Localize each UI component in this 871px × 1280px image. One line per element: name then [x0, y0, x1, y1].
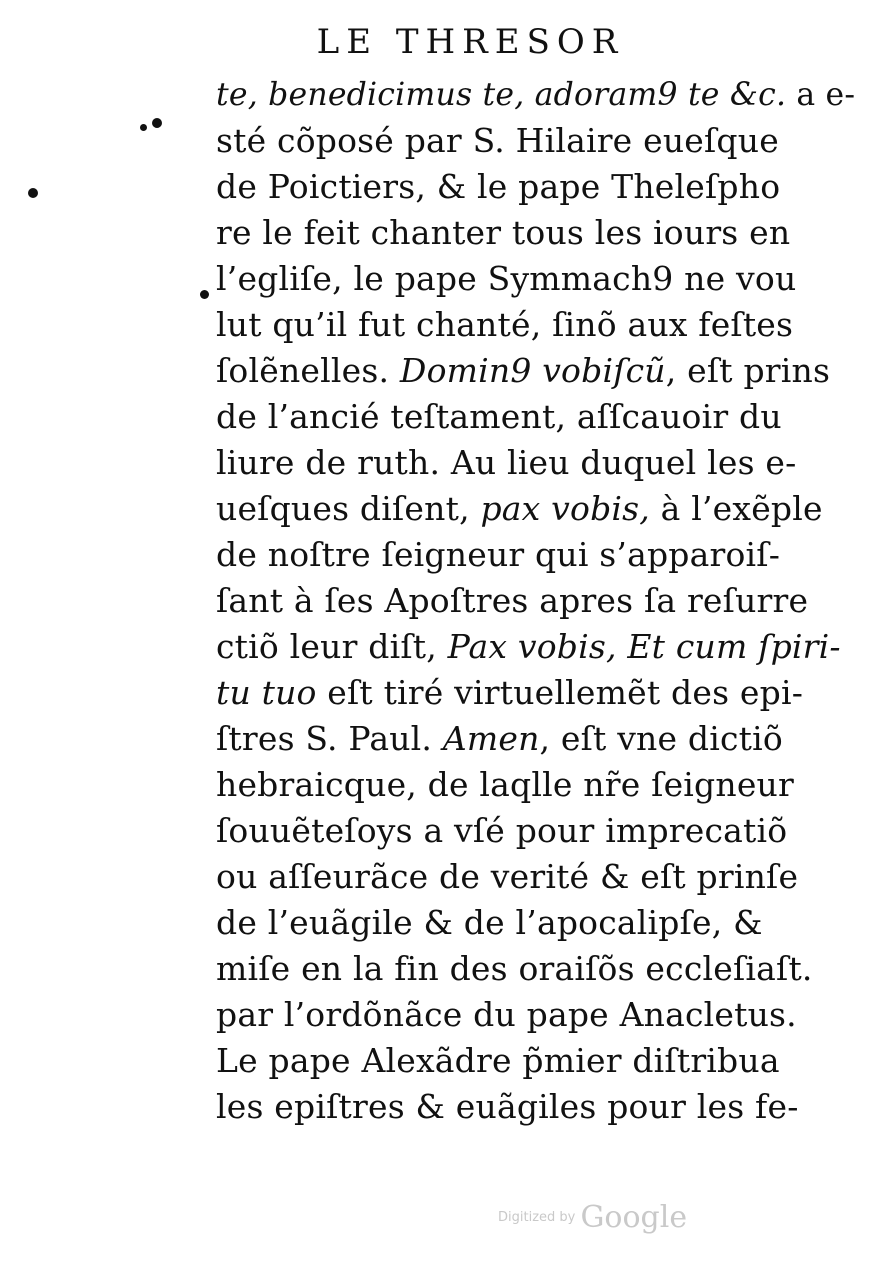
text-block	[216, 72, 856, 1130]
text-segment: eſt tiré virtuellemẽt des epi-	[316, 673, 804, 712]
text-line	[216, 992, 816, 1038]
text-segment: de l’ancié teſtament, aſſcauoir du	[216, 397, 782, 436]
text-segment: Le pape Alexãdre p̃mier diſtribua	[216, 1041, 780, 1080]
text-line	[216, 946, 816, 992]
text-line	[216, 164, 816, 210]
text-line	[216, 716, 816, 762]
text-segment: de noſtre ſeigneur qui s’apparoiſ-	[216, 535, 781, 574]
text-segment: ſtres S. Paul.	[216, 719, 443, 758]
text-segment: l’egliſe, le pape Symmach9 ne vou	[216, 259, 797, 298]
text-line	[216, 670, 816, 716]
text-segment: ſouuẽteſoys a vſé pour imprecatiõ	[216, 811, 788, 850]
text-line	[216, 578, 816, 624]
text-segment: miſe en la fin des oraiſõs eccleſiaſt.	[216, 949, 813, 988]
text-line	[216, 1038, 816, 1084]
text-line	[216, 1084, 816, 1130]
text-segment: les epiſtres & euãgiles pour les fe-	[216, 1087, 799, 1126]
text-segment: ſant à ſes Apoſtres apres ſa reſurre	[216, 581, 809, 620]
italic-segment: Pax vobis, Et cum ſpiri-	[447, 627, 841, 666]
text-segment: , eſt prins	[665, 351, 831, 390]
italic-segment: tu tuo	[216, 673, 317, 712]
running-head: LE THRESOR	[316, 22, 625, 62]
text-segment: , eſt vne dictiõ	[539, 719, 783, 758]
text-line	[216, 72, 856, 118]
ink-speck	[152, 118, 162, 128]
italic-segment: pax vobis,	[480, 489, 650, 528]
text-segment: par l’ordõnãce du pape Anacletus.	[216, 995, 797, 1034]
text-line	[216, 256, 816, 302]
text-segment: re le feit chanter tous les iours en	[216, 213, 791, 252]
text-segment: hebraicque, de laqlle nr̃e ſeigneur	[216, 765, 794, 804]
text-segment: ctiõ leur diſt,	[216, 627, 448, 666]
text-segment: de l’euãgile & de l’apocalipſe, &	[216, 903, 763, 942]
text-line	[216, 394, 816, 440]
text-line	[216, 118, 816, 164]
digitized-watermark	[498, 1200, 687, 1235]
text-segment: sté cõposé par S. Hilaire eueſque	[216, 121, 779, 160]
text-line	[216, 900, 816, 946]
text-segment: a e-	[786, 77, 856, 113]
text-line	[216, 302, 816, 348]
text-segment: à l’exẽple	[649, 489, 823, 528]
text-segment: ou aſſeurãce de verité & eſt prinſe	[216, 857, 799, 896]
italic-segment: Domin9 vobiſcũ	[399, 351, 666, 390]
google-logo: Google	[580, 1200, 688, 1235]
watermark-prefix: Digitized by	[498, 1210, 576, 1225]
text-segment: ueſques diſent,	[216, 489, 481, 528]
ink-speck	[140, 124, 147, 131]
ink-speck	[200, 290, 209, 299]
text-segment: de Poictiers, & le pape Theleſpho	[216, 167, 781, 206]
text-segment: ſolẽnelles.	[216, 351, 400, 390]
text-line	[216, 624, 841, 670]
text-line	[216, 532, 816, 578]
italic-segment: te, benedicimus te, adoram9 te &c.	[216, 77, 787, 113]
text-segment: lut qu’il fut chanté, ſinõ aux feſtes	[216, 305, 794, 344]
text-line	[216, 486, 823, 532]
ink-speck	[28, 188, 38, 198]
text-line	[216, 762, 816, 808]
text-line	[216, 854, 816, 900]
text-line	[216, 348, 831, 394]
text-segment: liure de ruth. Au lieu duquel les e-	[216, 443, 797, 482]
text-line	[216, 440, 816, 486]
text-line	[216, 808, 816, 854]
italic-segment: Amen	[442, 719, 540, 758]
text-line	[216, 210, 816, 256]
